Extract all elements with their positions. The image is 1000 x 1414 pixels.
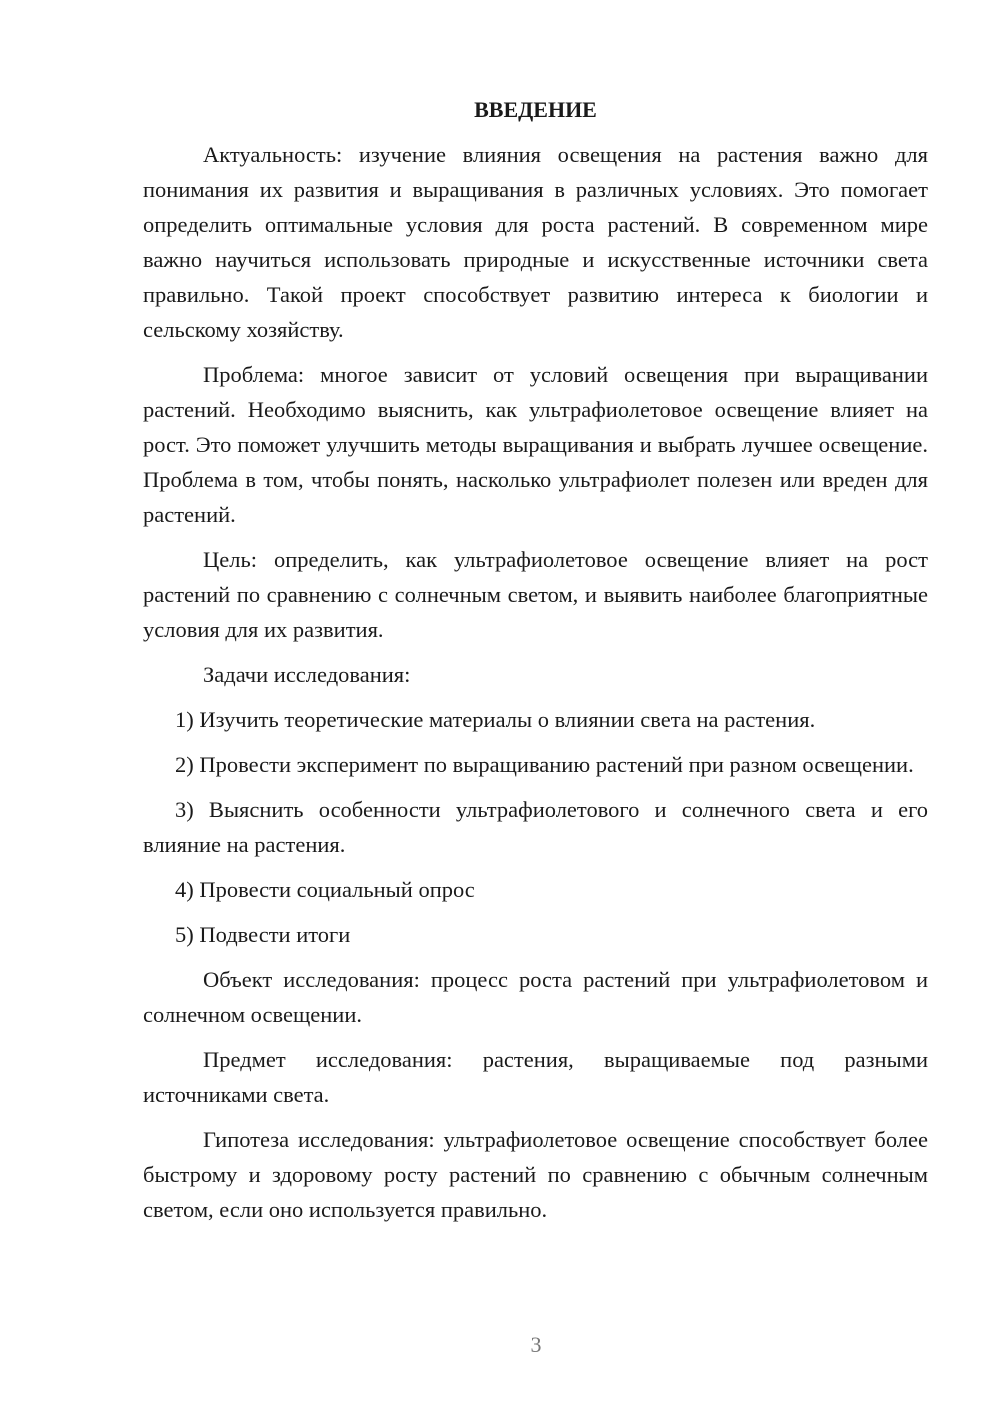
task-item-1: 1) Изучить теоретические материалы о влиянии света на растения. xyxy=(175,707,816,732)
task-item-2: 2) Провести эксперимент по выращиванию растений при разном освещении. xyxy=(175,752,914,777)
problem-paragraph: Проблема: многое зависит от условий освещения при выращивании растений. Необходимо выяснить, как ультрафиолетовое освещение влияет на рост. Это поможет улучшить методы выращивания и выбрать лучшее освещение. Проблема в том, чтобы понять, насколько ультрафиолет полезен или вреден для растений. xyxy=(143,362,928,527)
section-heading: ВВЕДЕНИЕ xyxy=(474,97,597,122)
task-item-4: 4) Провести социальный опрос xyxy=(175,877,475,902)
task-item-3: 3) Выяснить особенности ультрафиолетового и солнечного света и его влияние на растения. xyxy=(143,797,928,857)
hypothesis-paragraph: Гипотеза исследования: ультрафиолетовое освещение способствует более быстрому и здоровому росту растений по сравнению с обычным солнечным светом, если оно используется правильно. xyxy=(143,1127,928,1222)
relevance-paragraph: Актуальность: изучение влияния освещения на растения важно для понимания их развития и выращивания в различных условиях. Это помогает определить оптимальные условия для роста растений. В современном мире важно научиться использовать природные и искусственные источники света правильно. Такой проект способствует развитию интереса к биологии и сельскому хозяйству. xyxy=(143,142,928,342)
task-item-5: 5) Подвести итоги xyxy=(175,922,351,947)
goal-paragraph: Цель: определить, как ультрафиолетовое освещение влияет на рост растений по сравнению с солнечным светом, и выявить наиболее благоприятные условия для их развития. xyxy=(143,547,928,642)
page-content xyxy=(143,92,928,1237)
tasks-heading: Задачи исследования: xyxy=(203,662,411,687)
subject-paragraph: Предмет исследования: растения, выращиваемые под разными источниками света. xyxy=(143,1047,928,1107)
object-paragraph: Объект исследования: процесс роста растений при ультрафиолетовом и солнечном освещении. xyxy=(143,967,928,1027)
page-number: 3 xyxy=(530,1332,542,1357)
